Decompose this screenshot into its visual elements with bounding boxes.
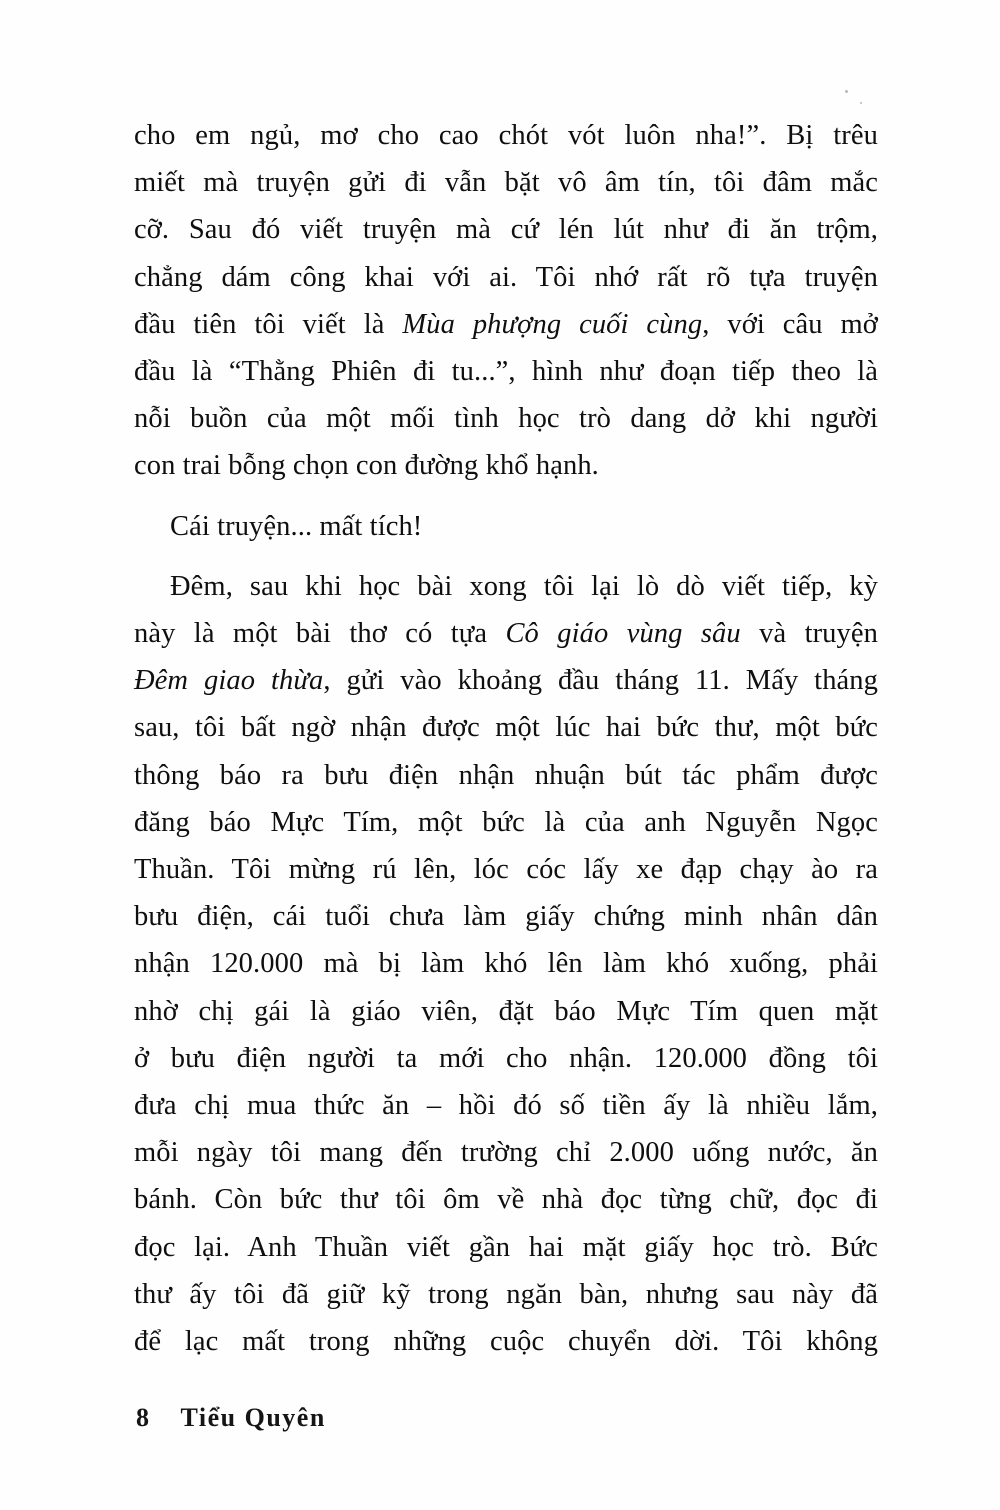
text-segment: mỗi ngày tôi mang đến trường chỉ 2.000 uống nước, ăn [134,1137,878,1169]
text-segment: , với câu mở [702,308,878,340]
text-line [134,1224,878,1271]
text-line [134,846,878,893]
story-title-italic: Mùa phượng cuối cùng [402,308,703,340]
text-line [134,1082,878,1129]
text-segment: nhờ chị gái là giáo viên, đặt báo Mực Tím quen mặt [134,995,878,1027]
text-line [134,610,878,657]
text-segment: bánh. Còn bức thư tôi ôm về nhà đọc từng chữ, đọc đi [134,1184,878,1216]
text-column [134,112,878,1365]
text-segment: ở bưu điện người ta mới cho nhận. 120.000 đồng tôi [134,1042,878,1074]
text-segment: đưa chị mua thức ăn – hồi đó số tiền ấy là nhiều lắm, [134,1090,878,1122]
text-line [134,1176,878,1223]
text-line [134,301,878,348]
text-line [134,1129,878,1176]
text-line [134,1035,878,1082]
text-line [134,988,878,1035]
text-segment: Cái truyện... mất tích! [170,510,423,542]
text-segment: sau, tôi bất ngờ nhận được một lúc hai bức thư, một bức [134,712,878,744]
text-segment: và truyện [740,618,878,650]
text-segment: bưu điện, cái tuổi chưa làm giấy chứng minh nhân dân [134,901,878,933]
text-segment: con trai bỗng chọn con đường khổ hạnh. [134,450,599,482]
paragraph [134,503,878,550]
text-line [134,940,878,987]
scan-speck [845,90,848,93]
text-segment: thư ấy tôi đã giữ kỹ trong ngăn bàn, nhưng sau này đã [134,1278,878,1310]
text-segment: đầu là “Thằng Phiên đi tu...”, hình như đoạn tiếp theo là [134,356,878,388]
paragraph [134,563,878,1365]
text-segment: thông báo ra bưu điện nhận nhuận bút tác phẩm được [134,759,878,791]
text-segment: đầu tiên tôi viết là [134,308,403,340]
text-line [134,1271,878,1318]
story-title-italic: Đêm giao thừa [134,665,324,697]
text-segment: , gửi vào khoảng đầu tháng 11. Mấy tháng [323,665,878,697]
paragraph [134,112,878,490]
text-line [134,159,878,206]
text-line [134,254,878,301]
text-line [134,395,878,442]
text-segment: Thuần. Tôi mừng rú lên, lóc cóc lấy xe đạp chạy ào ra [134,854,878,886]
text-segment: chẳng dám công khai với ai. Tôi nhớ rất rõ tựa truyện [134,261,878,293]
text-segment: đăng báo Mực Tím, một bức là của anh Nguyễn Ngọc [134,806,878,838]
text-segment: nhận 120.000 mà bị làm khó lên làm khó xuống, phải [134,948,878,980]
page-number: 8 [136,1403,151,1432]
text-segment: cho em ngủ, mơ cho cao chót vót luôn nha!”. Bị trêu [134,120,878,151]
author-name: Tiểu Quyên [180,1403,326,1432]
page-footer [136,1403,326,1433]
text-line [134,752,878,799]
text-segment: miết mà truyện gửi đi vẫn bặt vô âm tín, tôi đâm mắc [134,167,878,199]
text-segment: đọc lại. Anh Thuần viết gần hai mặt giấy học trò. Bức [134,1231,878,1263]
text-line [134,563,878,610]
text-line [134,657,878,704]
text-line [134,503,878,550]
text-line [134,799,878,846]
text-line [134,442,878,489]
story-title-italic: Cô giáo vùng sâu [505,618,741,650]
text-line [134,893,878,940]
text-segment: Đêm, sau khi học bài xong tôi lại lò dò viết tiếp, kỳ [170,570,878,602]
text-line [134,348,878,395]
text-line [134,1318,878,1365]
text-segment: để lạc mất trong những cuộc chuyển dời. Tôi không [134,1326,878,1358]
scan-speck [860,102,862,104]
text-line [134,704,878,751]
text-segment: nỗi buồn của một mối tình học trò dang dở khi người [134,403,878,435]
text-segment: này là một bài thơ có tựa [134,618,506,650]
text-line [134,206,878,253]
text-segment: cỡ. Sau đó viết truyện mà cứ lén lút như đi ăn trộm, [134,214,878,246]
text-line [134,112,878,159]
